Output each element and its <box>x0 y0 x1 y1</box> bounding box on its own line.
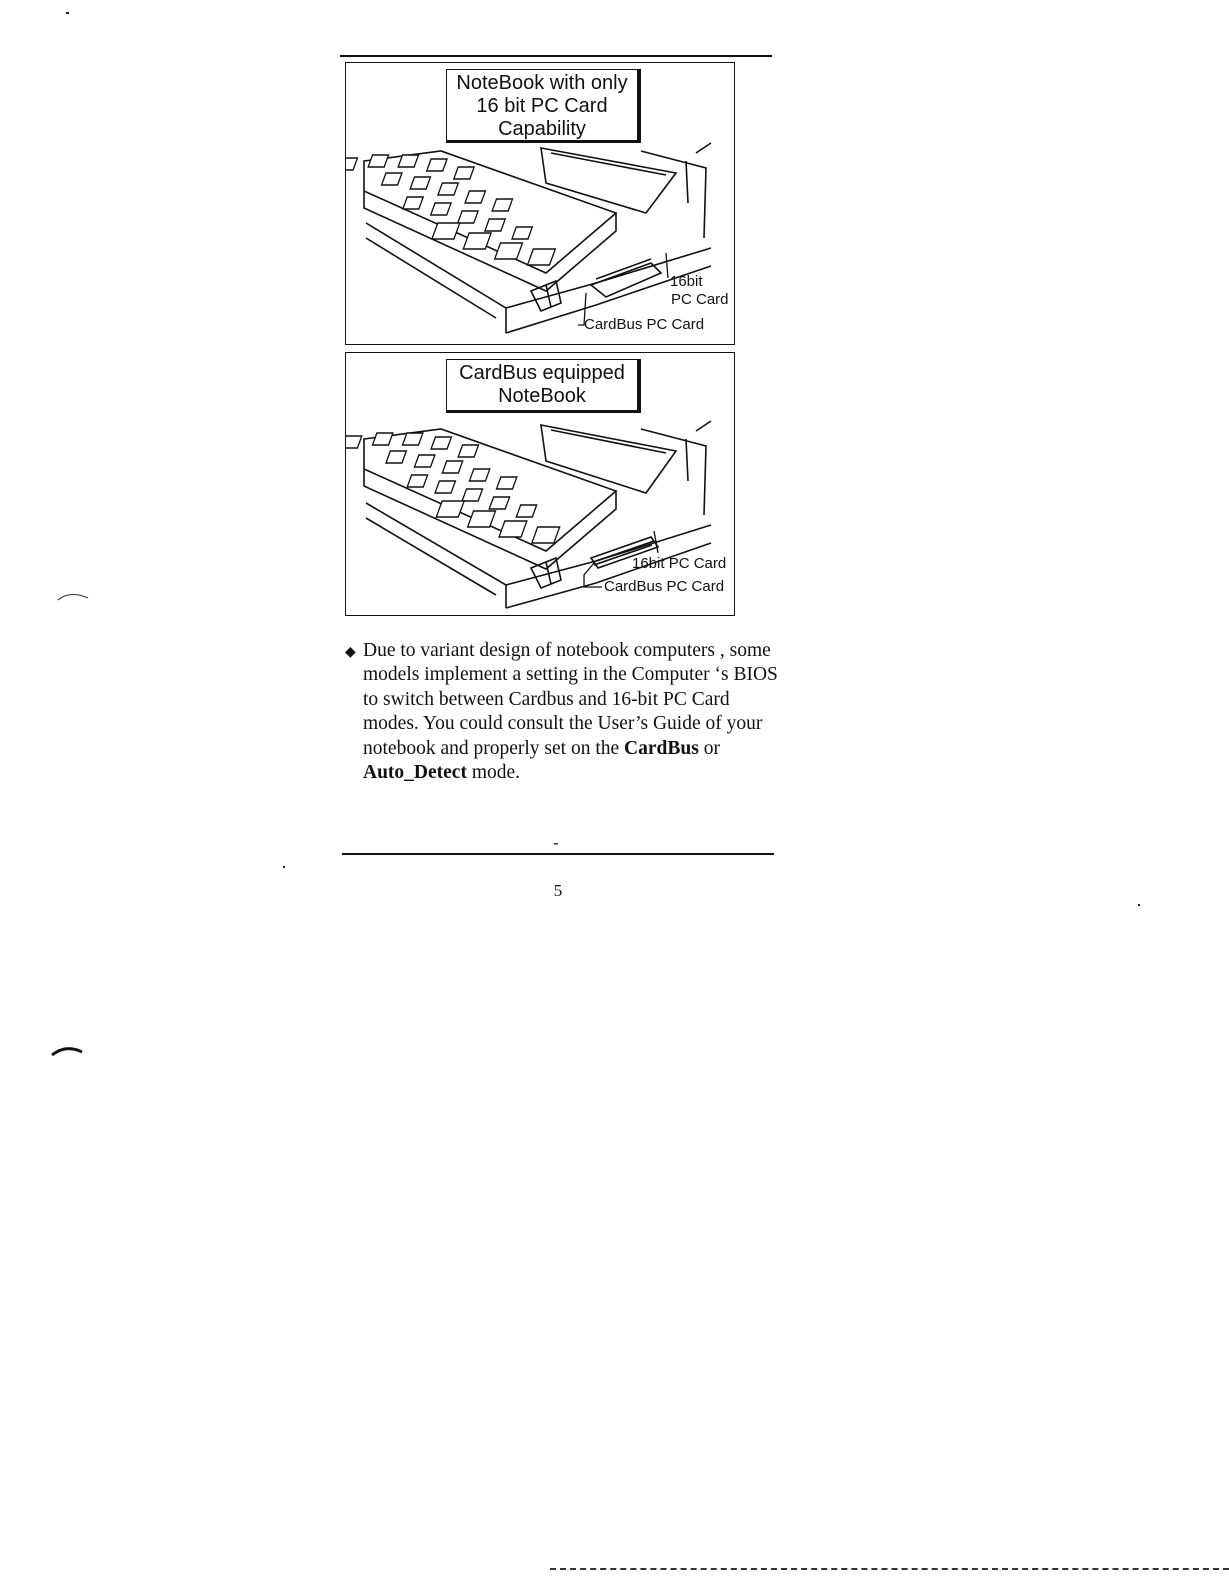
label-cardbus-pc-card: CardBus PC Card <box>584 316 705 333</box>
scan-mark <box>50 1044 86 1058</box>
top-rule <box>340 55 772 57</box>
scan-speck <box>1138 904 1140 906</box>
label-16bit-pc-card: 16bit PC Card <box>632 555 727 572</box>
figure-16bit-caption: NoteBook with only 16 bit PC Card Capability <box>446 69 641 143</box>
figure-cardbus-notebook <box>345 352 735 616</box>
scan-edge-line <box>550 1568 1229 1570</box>
auto-detect-term: Auto_Detect <box>363 762 467 784</box>
label-cardbus-pc-card: CardBus PC Card <box>604 578 725 595</box>
page-number: 5 <box>553 881 563 900</box>
scan-mark <box>56 590 92 604</box>
footer-rule <box>342 853 774 855</box>
cardbus-term: CardBus <box>624 737 699 759</box>
figure-cardbus-caption: CardBus equipped NoteBook <box>446 359 641 413</box>
label-pc-card: PC Card <box>671 291 729 308</box>
diamond-bullet-icon: ◆ <box>345 645 356 660</box>
scan-speck <box>66 12 69 14</box>
label-16bit: 16bit <box>670 273 703 290</box>
footer-dash: - <box>553 833 559 852</box>
figure-16bit-notebook <box>345 62 735 345</box>
bios-note-paragraph <box>345 639 785 785</box>
note-text: Due to variant design of notebook computers , some models implement a setting in the Computer ‘s BIOS to switch between Cardbus and 16-bit PC Card modes. You could consult the User’s Guide of your notebook and properly set on the CardBus or Auto_Detect mode. <box>363 640 778 784</box>
scan-speck <box>283 866 285 868</box>
